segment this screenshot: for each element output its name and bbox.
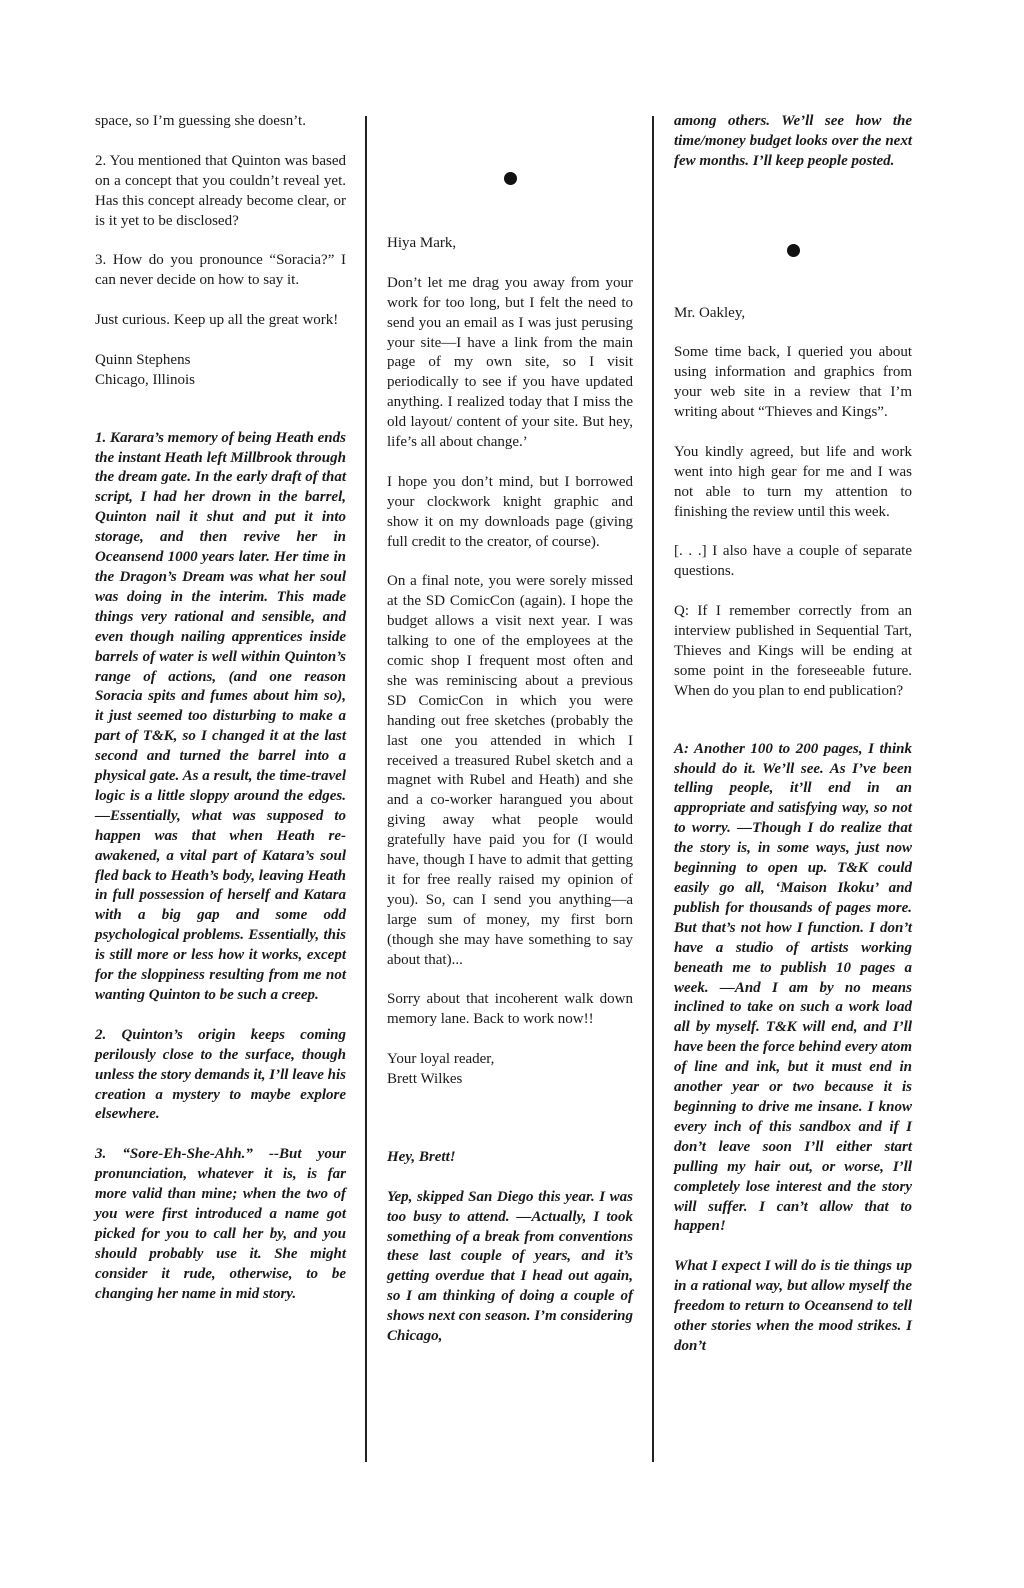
column-right <box>674 112 912 1377</box>
letter-paragraph: [. . .] I also have a couple of separate questions. <box>674 543 912 580</box>
reply-paragraph: 3. “Sore-Eh-She-Ahh.” --But your pronunciation, whatever it is, is far more valid than mine; when the two of you were first introduced a name got picked for you to call her by, and you should probably use it. She might consider it rude, otherwise, to be changing her name in mid story. <box>95 1146 346 1302</box>
letter-paragraph: Just curious. Keep up all the great work! <box>95 312 339 329</box>
reply-greeting: Hey, Brett! <box>387 1148 456 1165</box>
reply-paragraph: What I expect I will do is tie things up in a rational way, but allow myself the freedom to return to Oceansend to tell other stories when the mood strikes. I don’t <box>674 1258 912 1354</box>
letter-signature-name: Quinn Stephens <box>95 351 191 368</box>
reply-paragraph: A: Another 100 to 200 pages, I think should do it. We’ll see. As I’ve been telling people, it’ll end in an appropriate and satisfying way, so not to worry. —Though I do realize that the story is, in some ways, just now beginning to open up. T&K could easily go all, ‘Maison Ikoku’ and publish for thousands of pages more. But that’s not how I function. I don’t have a studio of artists working beneath me to publish 10 pages a week. —And I am by no means inclined to take on such a work load all by myself. T&K will end, and I’ll have been the force behind every atom of line and ink, but it must end in another year or two because it is beginning to drive me insane. I know every inch of this sandbox and if I don’t leave soon I’ll either start pulling my hair out, or worse, I’ll completely lose interest and the story will suffer. I can’t allow that to happen! <box>674 740 912 1235</box>
reply-paragraph: 1. Karara’s memory of being Heath ends the instant Heath left Millbrook through the dream gate. In the early draft of that script, I had her drown in the barrel, Quinton nail it shut and put it into storage, and then revive her in Oceansend 1000 years later. Her time in the Dragon’s Dream was what her soul was doing in the interim. This made things very rational and sensible, and even though nailing apprentices inside barrels of water is well within Quinton’s range of actions, (and one reason Soracia spits and fumes about him so), it just seemed too disturbing to make a part of T&K, so I changed it at the last second and turned the barrel into a physical gate. As a result, the time-travel logic is a little sloppy around the edges. —Essentially, what was supposed to happen was that when Heath re-awakened, a vital part of Katara’s soul fled back to Heath’s body, leaving Heath in full possession of herself and Katara with a big gap and some odd psychological problems. Essentially, this is still more or less how it works, except for the sloppiness resulting from me not wanting Quinton to be such a creep. <box>95 429 346 1003</box>
column-left <box>95 112 346 1324</box>
letter-signature-line: Your loyal reader, <box>387 1051 495 1068</box>
separator <box>387 112 633 234</box>
letter-greeting: Mr. Oakley, <box>674 304 746 321</box>
letter-paragraph: I hope you don’t mind, but I borrowed your clockwork knight graphic and show it on my downloads page (giving full credit to the creator, of course). <box>387 473 633 550</box>
letter-greeting: Hiya Mark, <box>387 235 457 251</box>
letter-paragraph: Sorry about that incoherent walk down memory lane. Back to work now!! <box>387 991 633 1028</box>
letter-paragraph: 3. How do you pronounce “Soracia?” I can never decide on how to say it. <box>95 252 346 289</box>
reply-paragraph: 2. Quinton’s origin keeps coming perilously close to the surface, though unless the story demands it, I’ll leave his creation a mystery to maybe explore elsewhere. <box>95 1026 346 1123</box>
column-divider-right <box>652 116 654 1462</box>
letter-question: Q: If I remember correctly from an interview published in Sequential Tart, Thieves and Kings will be ending at some point in the foreseeable future. When do you plan to end publication? <box>674 603 912 699</box>
bullet-separator-icon <box>787 244 800 257</box>
letter-paragraph: 2. You mentioned that Quinton was based on a concept that you couldn’t reveal yet. Has this concept already become clear, or is it yet to be disclosed? <box>95 152 346 229</box>
column-divider-left <box>365 116 367 1462</box>
reply-paragraph: Yep, skipped San Diego this year. I was too busy to attend. —Actually, I took something of a break from conventions these last couple of years, and it’s getting overdue that I head out again, so I am thinking of doing a couple of shows next con season. I’m considering Chicago, <box>387 1188 633 1345</box>
letter-signature-place: Chicago, Illinois <box>95 371 195 388</box>
letter-paragraph: Don’t let me drag you away from your work for too long, but I felt the need to send you an email as I was just perusing your site—I have a link from the main page of my own site, so I visit periodically to see if you have updated anything. I realized today that I miss the old layout/ content of your site. But hey, life’s all about change.’ <box>387 274 633 451</box>
separator <box>674 192 912 304</box>
reply-paragraph: among others. We’ll see how the time/money budget looks over the next few months. I’ll keep people posted. <box>674 113 912 169</box>
letter-paragraph: space, so I’m guessing she doesn’t. <box>95 113 306 129</box>
letter-signature-name: Brett Wilkes <box>387 1070 463 1087</box>
bullet-separator-icon <box>504 172 517 185</box>
letter-paragraph: Some time back, I queried you about using information and graphics from your web site in a review that I’m writing about “Thieves and Kings”. <box>674 344 912 421</box>
letter-paragraph: On a final note, you were sorely missed at the SD ComicCon (again). I hope the budget allows a visit next year. I was talking to one of the employees at the comic shop I frequent most often and she was reminiscing about a previous SD ComicCon in which you were handing out free sketches (probably the last one you attended in which I received a treasured Rubel sketch and a magnet with Rubel and Heath) and she and a co-worker harangued you about giving away what people would gratefully have paid you for (I would have, though I have to admit that getting it for free really raised my opinion of you). So, can I send you anything—a large sum of money, my first born (though she may have something to say about that)... <box>387 573 633 968</box>
column-middle <box>387 112 633 1367</box>
letter-paragraph: You kindly agreed, but life and work went into high gear for me and I was not able to turn my attention to finishing the review until this week. <box>674 443 912 520</box>
